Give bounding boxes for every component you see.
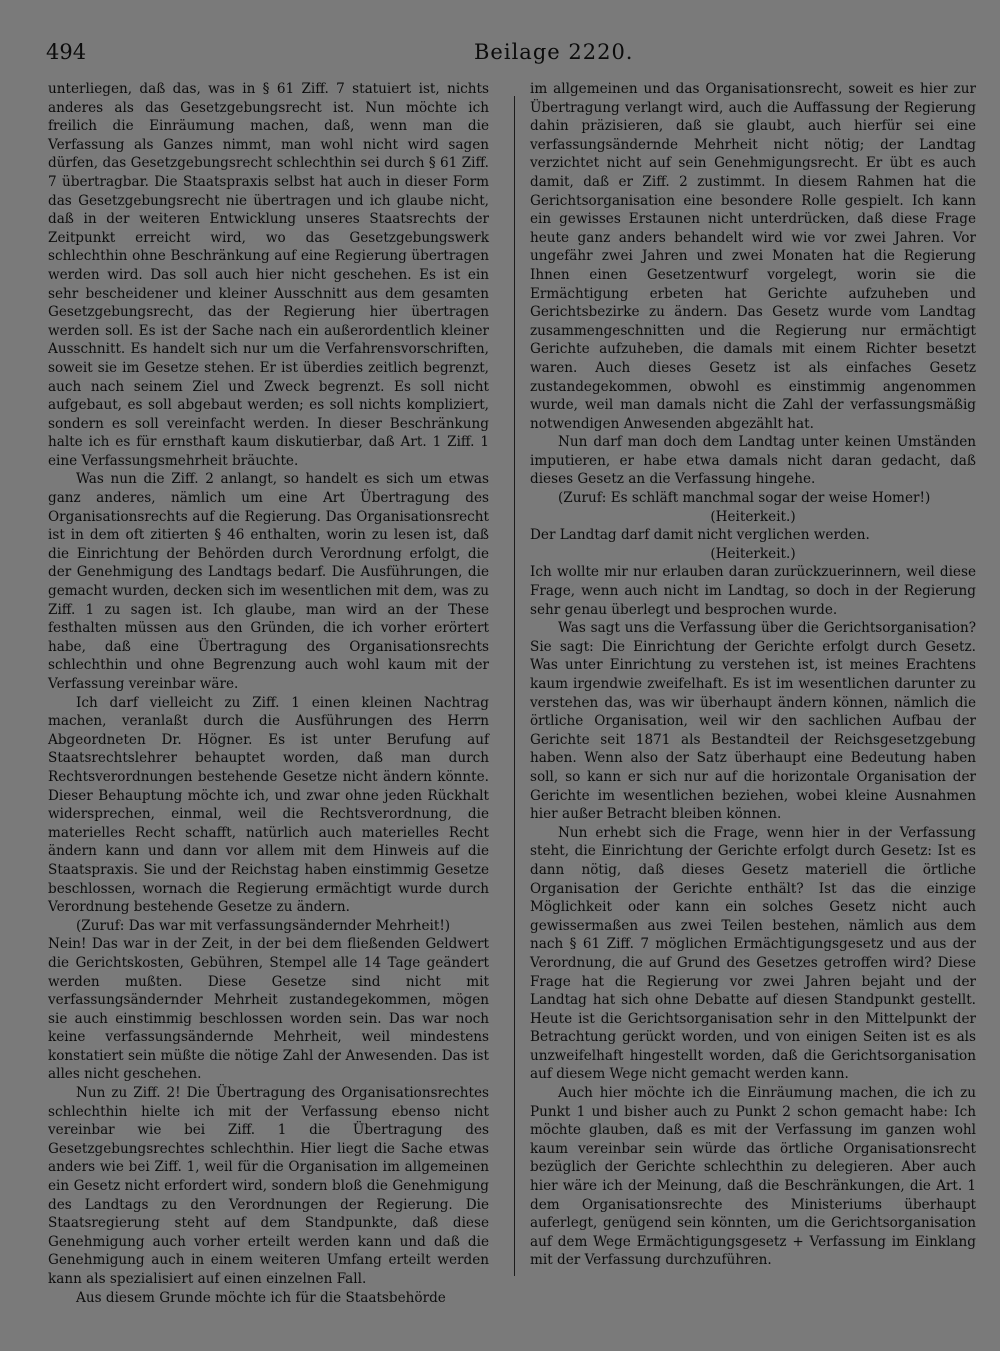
right-column	[530, 80, 976, 1270]
paragraph: Ich wollte mir nur erlauben daran zurückzuerinnern, weil diese Frage, wenn auch nicht im Landtag, so doch in der Regierung sehr genau überlegt und besprochen wurde.	[530, 564, 976, 618]
reaction-note: (Heiterkeit.)	[710, 545, 796, 562]
interjection: (Zuruf: Das war mit verfassungsändernder Mehrheit!)	[76, 917, 451, 934]
paragraph: Auch hier möchte ich die Einräumung machen, die ich zu Punkt 1 und bisher auch zu Punkt 2 schon gemacht habe: Ich möchte glauben, daß es mit der Verfassung im ganzen wohl kaum vereinbar sein würde das örtliche Organisationsrecht bezüglich der Gerichte schlechthin zu delegieren. Aber auch hier wäre ich der Meinung, daß die Beschränkungen, die Art. 1 dem Organisationsrechte des Ministeriums überhaupt auferlegt, genügend sein könnten, um die Gerichtsorganisation auf dem Wege Ermächtigungsgesetz + Verfassung im Einklang mit der Verfassung durchzuführen.	[530, 1085, 976, 1269]
paragraph: Aus diesem Grunde möchte ich für die Staatsbehörde	[76, 1289, 446, 1306]
column-divider	[514, 96, 515, 1276]
paragraph: Nun zu Ziff. 2! Die Übertragung des Organisationsrechtes schlechthin hielte ich mit der Verfassung ebenso nicht vereinbar wie bei Ziff. 1 die Übertragung des Gesetzgebungsrechtes schlechthin. Hier liegt die Sache etwas anders wie bei Ziff. 1, weil für die Organisation im allgemeinen ein Gesetz nicht erfordert wird, sondern bloß die Genehmigung des Landtags zu den Verordnungen der Regierung. Die Staatsregierung steht auf dem Standpunkte, daß diese Genehmigung auch vorher erteilt werden kann und daß die Genehmigung auch in einem weiteren Umfang erteilt werden kann als spezialisiert auf einen einzelnen Fall.	[48, 1085, 489, 1287]
paragraph: im allgemeinen und das Organisationsrecht, soweit es hier zur Übertragung verlangt wird, auch die Auffassung der Regierung dahin präzisieren, daß sie glaubt, auch hierfür sei eine verfassungsändernde Mehrheit nicht nötig; der Landtag verzichtet nicht auf sein Genehmigungsrecht. Er übt es auch damit, daß er Ziff. 2 zustimmt. In diesem Rahmen hat die Gerichtsorganisation eine besondere Rolle gespielt. Ich kann ein gewisses Erstaunen nicht unterdrücken, daß diese Frage heute ganz anders behandelt wird wie vor zwei Jahren. Vor ungefähr zwei Jahren und zwei Monaten hat die Regierung Ihnen einen Gesetzentwurf vorgelegt, worin sie die Ermächtigung erbeten hat Gerichte aufzuheben und Gerichtsbezirke zu ändern. Das Gesetz wurde vom Landtag zusammengeschnitten und die Regierung nur ermächtigt Gerichte aufzuheben, die damals mit einem Richter besetzt waren. Auch dieses Gesetz ist als einfaches Gesetz zustandegekommen, obwohl es einstimmig angenommen wurde, weil man damals nicht die Zahl der verfassungsmäßig notwendigen Anwesenden abgezählt hat.	[530, 81, 976, 432]
paragraph: Was sagt uns die Verfassung über die Gerichtsorganisation? Sie sagt: Die Einrichtung der Gerichte erfolgt durch Gesetz. Was unter Einrichtung zu verstehen ist, ist meines Erachtens kaum irgendwie zweifelhaft. Es ist im wesentlichen darunter zu verstehen das, was wir überhaupt ändern können, nämlich die örtliche Organisation, weil wir den sachlichen Aufbau der Gerichte seit 1871 als Bestandteil der Reichsgesetzgebung haben. Wenn also der Satz überhaupt eine Bedeutung haben soll, so kann er sich nur auf die horizontale Organisation der Gerichte im wesentlichen beziehen, wobei kleine Ausnahmen hier außer Betracht bleiben können.	[530, 620, 976, 823]
page-header	[46, 40, 974, 76]
paragraph: Ich darf vielleicht zu Ziff. 1 einen kleinen Nachtrag machen, veranlaßt durch die Ausführungen des Herrn Abgeordneten Dr. Högner. Es ist unter Berufung auf Staatsrechtslehrer behauptet worden, daß man durch Rechtsverordnungen bestehende Gesetze nicht ändern könnte. Dieser Behauptung möchte ich, und zwar ohne jeden Rückhalt widersprechen, einmal, weil die Rechtsverordnung, die materielles Recht schafft, natürlich auch materielles Recht ändern kann und dann vor allem mit dem Hinweis auf die Staatspraxis. Sie und der Reichstag haben einstimmig Gesetze beschlossen, wornach die Regierung ermächtigt wurde durch Verordnung bestehende Gesetze zu ändern.	[48, 694, 489, 916]
reaction-note: (Heiterkeit.)	[710, 508, 796, 525]
left-column	[48, 80, 489, 1307]
page-title: Beilage 2220.	[474, 40, 634, 64]
paragraph: Was nun die Ziff. 2 anlangt, so handelt es sich um etwas ganz anderes, nämlich um eine Art Übertragung des Organisationsrechts auf die Regierung. Das Organisationsrecht ist in dem oft zitierten § 46 enthalten, worin zu lesen ist, daß die Einrichtung der Behörden durch Verordnung erfolgt, die der Genehmigung des Landtags bedarf. Die Ausführungen, die gemacht wurden, decken sich im wesentlichen mit dem, was zu Ziff. 1 zu sagen ist. Ich glaube, man wird an der These festhalten müssen aus den Gründen, die ich vorher erörtert habe, daß eine Übertragung des Organisationsrechts schlechthin und ohne Begrenzung auch wohl kaum mit der Verfassung vereinbar wäre.	[48, 471, 489, 692]
paragraph: Nun erhebt sich die Frage, wenn hier in der Verfassung steht, die Einrichtung der Gerichte erfolgt durch Gesetz: Ist es dann nötig, daß dieses Gesetz materiell die örtliche Organisation der Gerichte enthält? Ist das die einzige Möglichkeit oder kann ein solches Gesetz nicht auch gewissermaßen aus zwei Teilen bestehen, nämlich aus dem nach § 61 Ziff. 7 möglichen Ermächtigungsgesetz und aus der Verordnung, die auf Grund des Gesetzes getroffen wird? Diese Frage hat die Regierung vor zwei Jahren bejaht und der Landtag hat sich ohne Debatte auf diesen Standpunkt gestellt. Heute ist die Gerichtsorganisation sehr in den Mittelpunkt der Betrachtung gerückt worden, und von einigen Seiten ist es als unzweifelhaft hingestellt worden, daß die Gerichtsorganisation auf diesem Wege nicht gemacht werden kann.	[530, 824, 976, 1083]
paragraph: Nun darf man doch dem Landtag unter keinen Umständen imputieren, er habe etwa damals nicht daran gedacht, daß dieses Gesetz an die Verfassung hingehe.	[530, 434, 976, 488]
interjection: (Zuruf: Es schläft manchmal sogar der weise Homer!)	[558, 490, 931, 507]
paragraph: Der Landtag darf damit nicht verglichen werden.	[530, 527, 870, 544]
paragraph: unterliegen, daß das, was in § 61 Ziff. 7 statuiert ist, nichts anderes als das Gesetzgebungsrecht ist. Nun möchte ich freilich die Einräumung machen, daß, wenn man die Verfassung als Ganzes nimmt, man wohl nicht wird sagen dürfen, das Gesetzgebungsrecht schlechthin sei durch § 61 Ziff. 7 übertragbar. Die Staatspraxis selbst hat auch in dieser Form das Gesetzgebungsrecht nie übertragen und ich glaube nicht, daß in der weiteren Entwicklung unseres Staatsrechts der Zeitpunkt erreicht wird, wo das Gesetzgebungswerk schlechthin ohne Beschränkung auf eine Regierung übertragen werden wird. Das soll auch hier nicht geschehen. Es ist ein sehr bescheidener und kleiner Ausschnitt aus dem gesamten Gesetzgebungsrecht, das der Regierung hier übertragen werden soll. Es ist der Sache nach ein außerordentlich kleiner Ausschnitt. Es handelt sich nur um die Verfahrensvorschriften, soweit sie im Gesetze stehen. Er ist überdies zeitlich begrenzt, auch nach seinem Ziel und Zweck begrenzt. Es soll nicht aufgebaut, es soll abgebaut werden; es soll nichts kompliziert, sondern es soll vereinfacht werden. In dieser Beschränkung halte ich es für ernsthaft kaum diskutierbar, daß Art. 1 Ziff. 1 eine Verfassungsmehrheit bräuchte.	[48, 81, 489, 469]
page-number: 494	[46, 40, 87, 64]
paragraph: Nein! Das war in der Zeit, in der bei dem fließenden Geldwert die Gerichtskosten, Gebühren, Stempel alle 14 Tage geändert werden mußten. Diese Gesetze sind nicht mit verfassungsändernder Mehrheit zustandegekommen, mögen sie auch einstimmig beschlossen worden sein. Das war noch keine verfassungsändernde Mehrheit, weil mindestens konstatiert sein müßte die nötige Zahl der Anwesenden. Das ist alles nicht geschehen.	[48, 936, 489, 1083]
